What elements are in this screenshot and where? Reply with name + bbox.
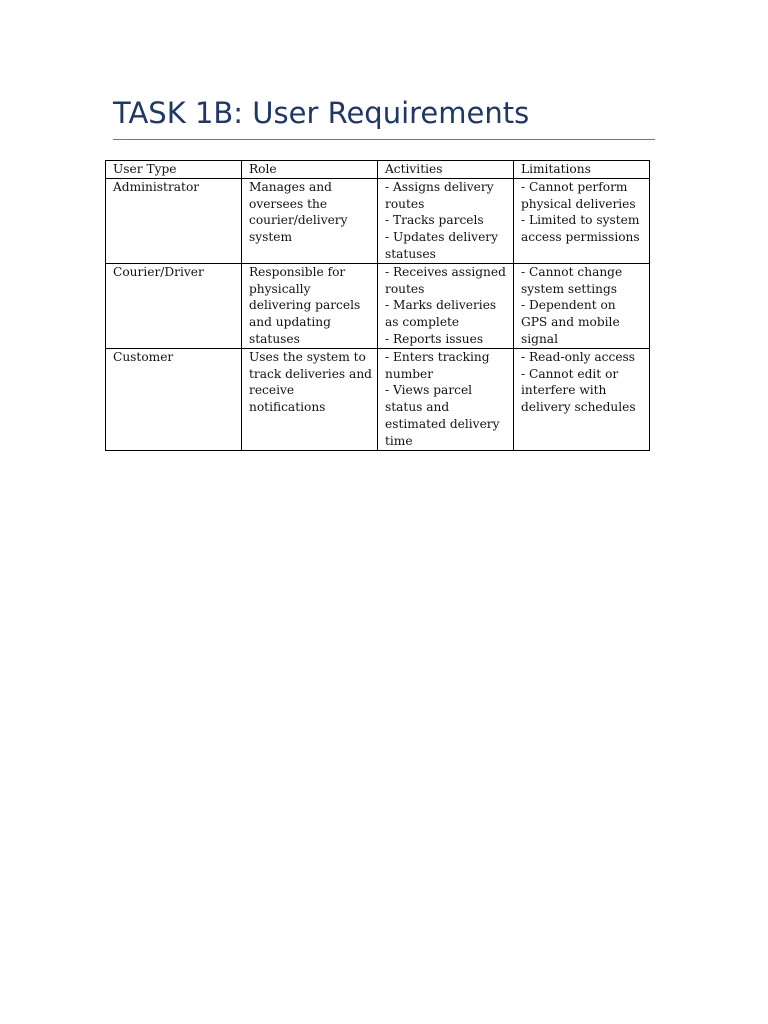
cell-limitations bbox=[514, 348, 650, 450]
cell-limitations bbox=[514, 178, 650, 263]
cell-limitations bbox=[514, 263, 650, 348]
header-user-type: User Type bbox=[106, 161, 242, 179]
limitation-item: - Cannot perform physical deliveries bbox=[521, 179, 636, 211]
header-limitations: Limitations bbox=[514, 161, 650, 179]
cell-role: Responsible for physically delivering parcels and updating statuses bbox=[242, 263, 378, 348]
activity-item: - Assigns delivery routes bbox=[385, 179, 494, 211]
activity-item: - Updates delivery statuses bbox=[385, 230, 498, 261]
table-row bbox=[106, 178, 650, 263]
cell-user-type: Administrator bbox=[106, 178, 242, 263]
limitation-item: - Cannot edit or interfere with delivery schedules bbox=[521, 366, 636, 415]
table-header-row bbox=[106, 161, 650, 179]
activity-item: - Reports issues bbox=[385, 331, 484, 346]
activity-item: - Views parcel status and estimated delivery time bbox=[385, 383, 500, 448]
document-heading: TASK 1B: User Requirements bbox=[113, 96, 530, 130]
header-role: Role bbox=[242, 161, 378, 179]
activity-item: - Tracks parcels bbox=[385, 213, 484, 228]
cell-activities bbox=[378, 263, 514, 348]
table-row bbox=[106, 263, 650, 348]
header-activities: Activities bbox=[378, 161, 514, 179]
user-requirements-table bbox=[105, 160, 650, 451]
limitation-item: - Cannot change system settings bbox=[521, 264, 623, 296]
limitation-item: - Dependent on GPS and mobile signal bbox=[521, 298, 620, 346]
cell-role: Manages and oversees the courier/delivery system bbox=[242, 178, 378, 263]
cell-role: Uses the system to track deliveries and receive notifications bbox=[242, 348, 378, 450]
activity-item: - Enters tracking number bbox=[385, 349, 490, 381]
limitation-item: - Read-only access bbox=[521, 349, 636, 364]
activity-item: - Marks deliveries as complete bbox=[385, 298, 497, 330]
cell-activities bbox=[378, 178, 514, 263]
cell-user-type: Customer bbox=[106, 348, 242, 450]
table-row bbox=[106, 348, 650, 450]
heading-underline bbox=[113, 139, 655, 140]
cell-activities bbox=[378, 348, 514, 450]
limitation-item: - Limited to system access permissions bbox=[521, 213, 640, 245]
activity-item: - Receives assigned routes bbox=[385, 264, 506, 296]
cell-user-type: Courier/Driver bbox=[106, 263, 242, 348]
